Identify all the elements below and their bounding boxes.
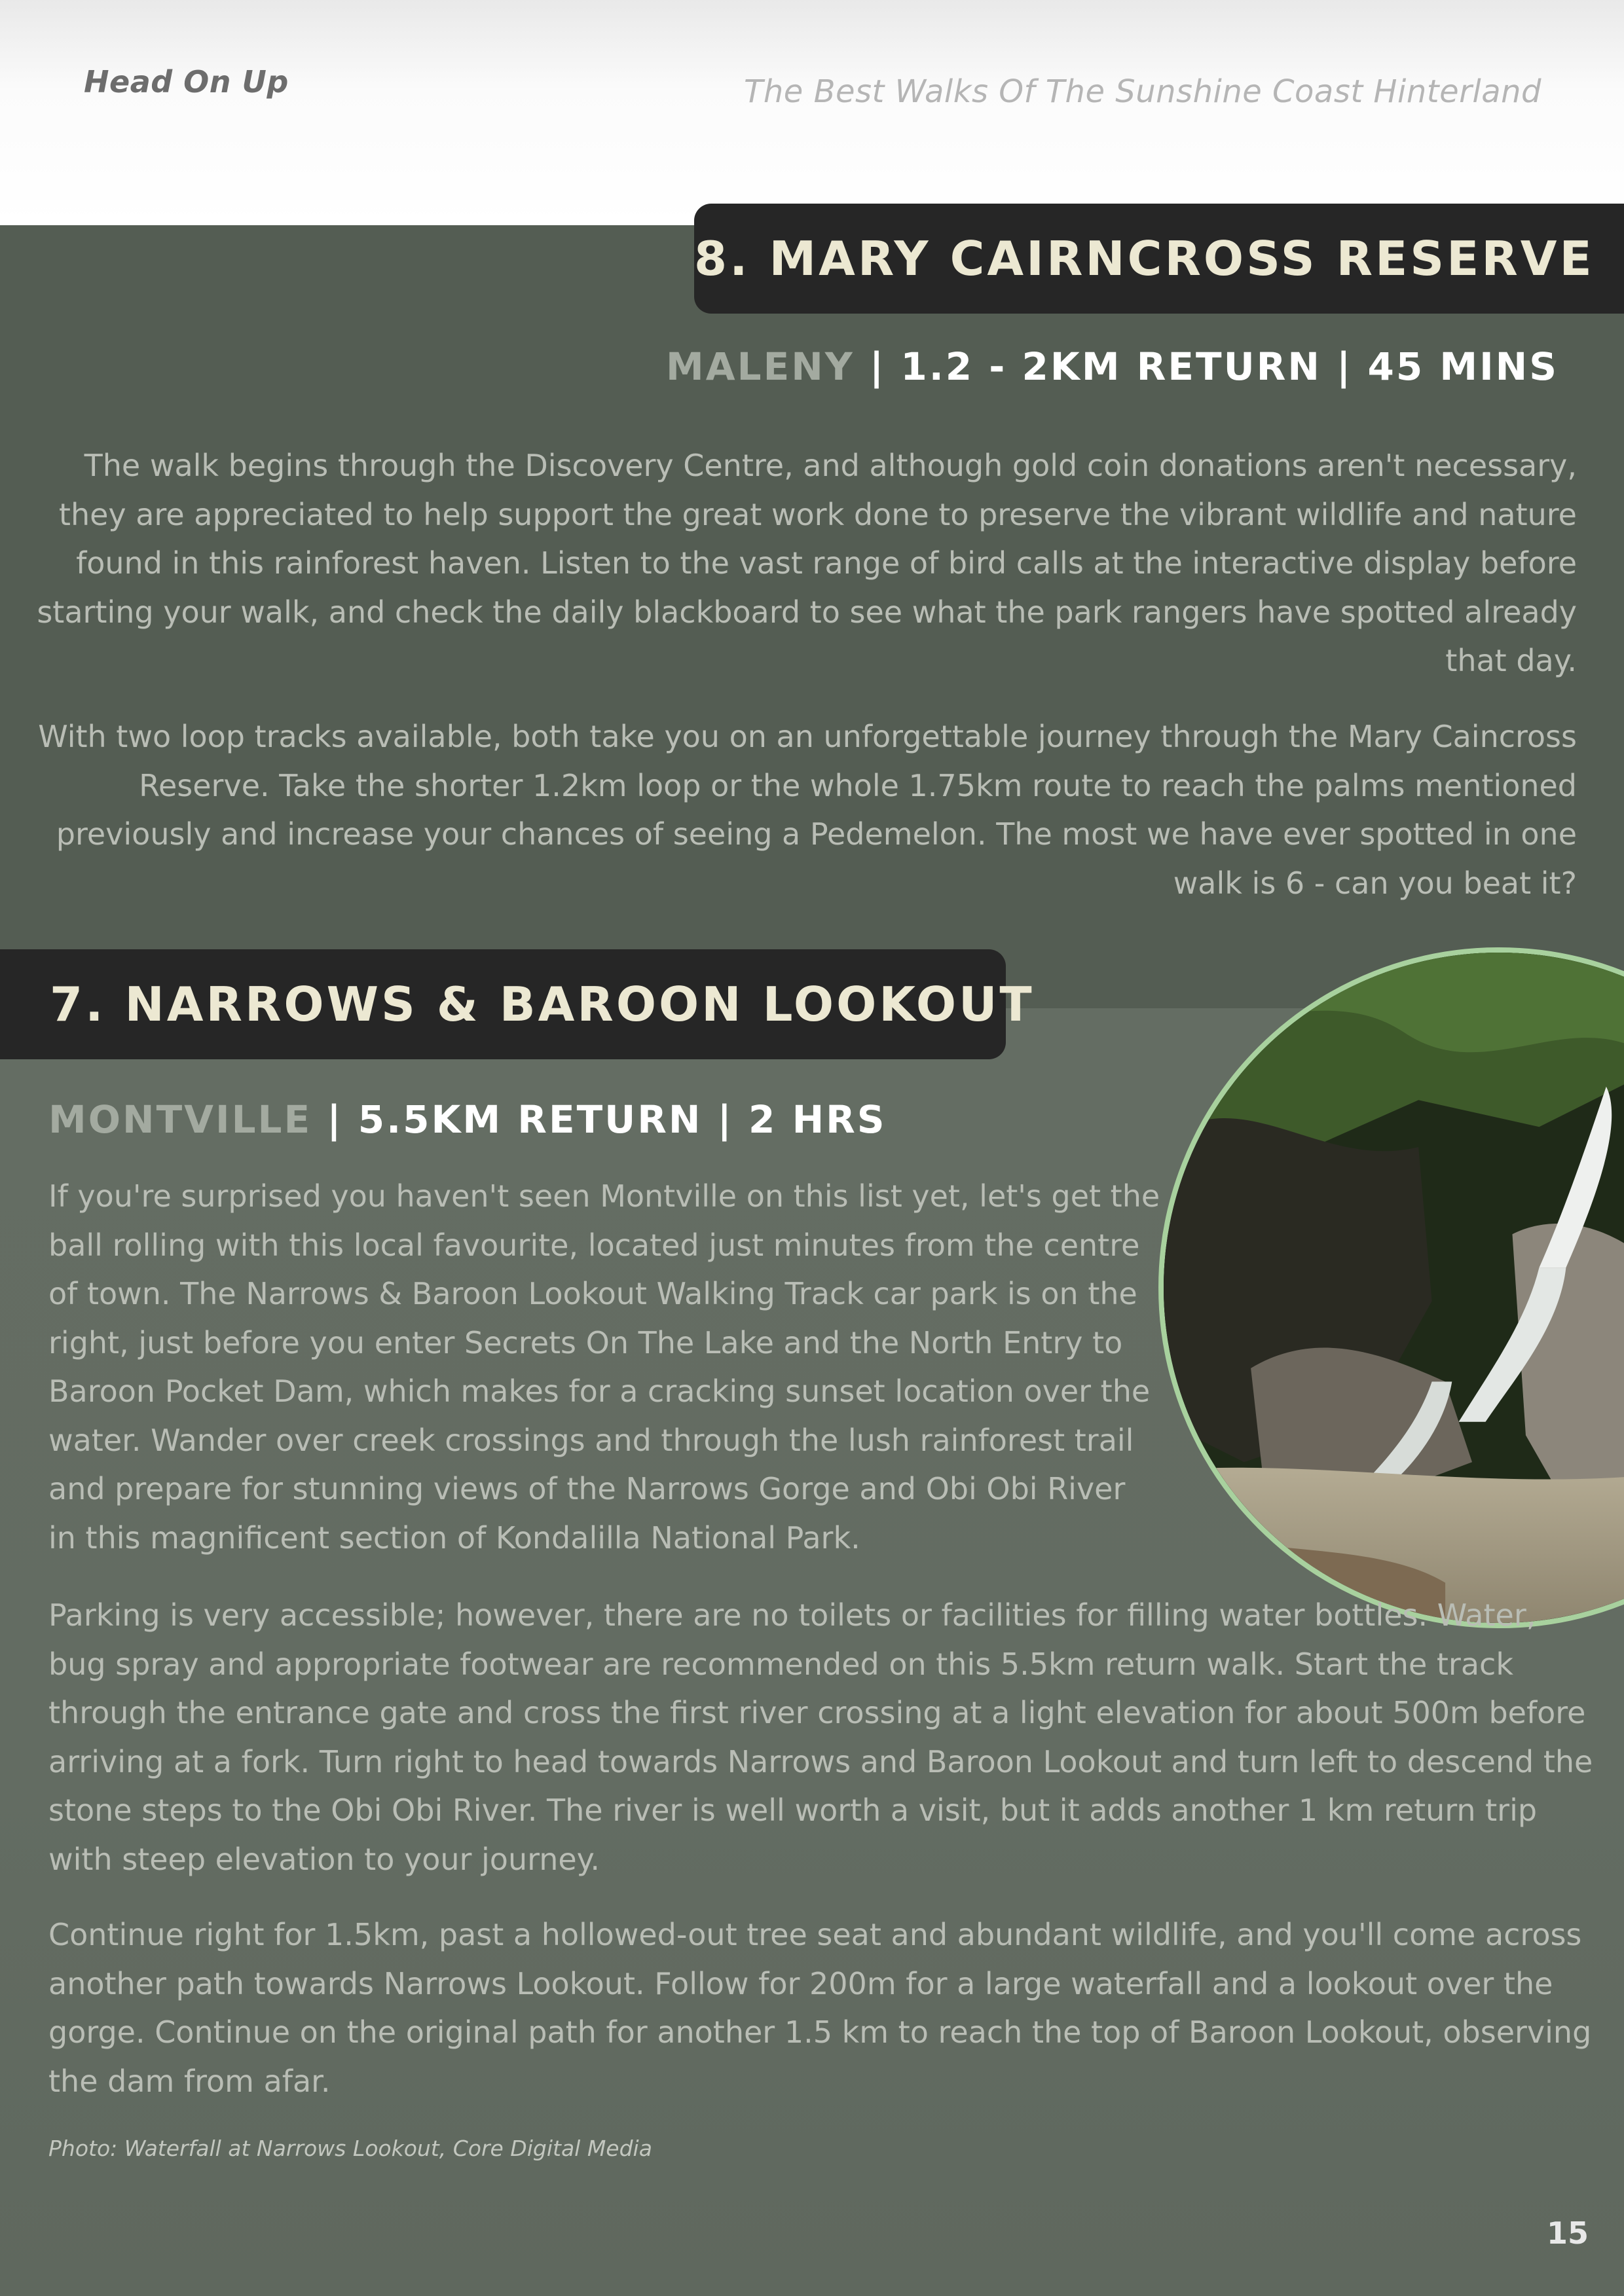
section-7-paragraph-2: Parking is very accessible; however, there are no toilets or facilities for filling water bottles. Water, bug spray and appropriate footwear are recommended on this 5.5km return walk. Start the track through the entrance gate and cross the first river crossing at a light elevation for about 500m before arriving at a fork. Turn right to head towards Narrows and Baroon Lookout and turn left to descend the stone steps to the Obi Obi River. The river is well worth a visit, but it adds another 1 km return trip with steep elevation to your journey. xyxy=(48,1597,1593,1877)
section-7-title: 7. NARROWS & BAROON LOOKOUT xyxy=(0,949,1006,1059)
section-8-paragraph-2: With two loop tracks available, both take you on an unforgettable journey through the Mary Caincross Reserve. Take the shorter 1.2km loop or the whole 1.75km route to reach the palms mentioned previously and increase your chances of seeing a Pedemelon. The most we have ever spotted in one walk is 6 - can you beat it? xyxy=(38,719,1577,901)
section-8-title: 8. MARY CAIRNCROSS RESERVE xyxy=(694,204,1624,314)
section-7-paragraph-1: If you're surprised you haven't seen Montville on this list yet, let's get the ball rolling with this local favourite, located just minutes from the centre of town. The Narrows & Baroon Lookout Walking Track car park is on the right, just before you enter Secrets On The Lake and the North Entry to Baroon Pocket Dam, which makes for a cracking sunset location over the water. Wander over creek crossings and through the lush rainforest trail and prepare for stunning views of the Narrows Gorge and Obi Obi River in this magnificent section of Kondalilla National Park. xyxy=(48,1178,1160,1556)
section-7-meta xyxy=(48,1097,887,1142)
section-8-place: MALENY xyxy=(666,344,855,389)
section-8-meta xyxy=(666,344,1559,389)
document-title: The Best Walks Of The Sunshine Coast Hinterland xyxy=(744,73,1541,110)
photo-caption: Photo: Waterfall at Narrows Lookout, Core Digital Media xyxy=(48,2136,652,2161)
page-number: 15 xyxy=(1546,2215,1589,2251)
brand-name: Head On Up xyxy=(84,64,289,100)
section-7-place: MONTVILLE xyxy=(48,1097,312,1142)
page-header xyxy=(0,0,1624,225)
section-8-details: | 1.2 - 2KM RETURN | 45 MINS xyxy=(854,344,1559,389)
section-8-paragraph-1: The walk begins through the Discovery Centre, and although gold coin donations aren't necessary, they are appreciated to help support the great work done to preserve the vibrant wildlife and nature found in this rainforest haven. Listen to the vast range of bird calls at the interactive display before starting your walk, and check the daily blackboard to see what the park rangers have spotted already that day. xyxy=(37,448,1577,678)
section-7-details: | 5.5KM RETURN | 2 HRS xyxy=(312,1097,887,1142)
section-7-paragraph-3: Continue right for 1.5km, past a hollowed-out tree seat and abundant wildlife, and you'll come across another path towards Narrows Lookout. Follow for 200m for a large waterfall and a lookout over the gorge. Continue on the original path for another 1.5 km to reach the top of Baroon Lookout, observing the dam from afar. xyxy=(48,1917,1592,2099)
